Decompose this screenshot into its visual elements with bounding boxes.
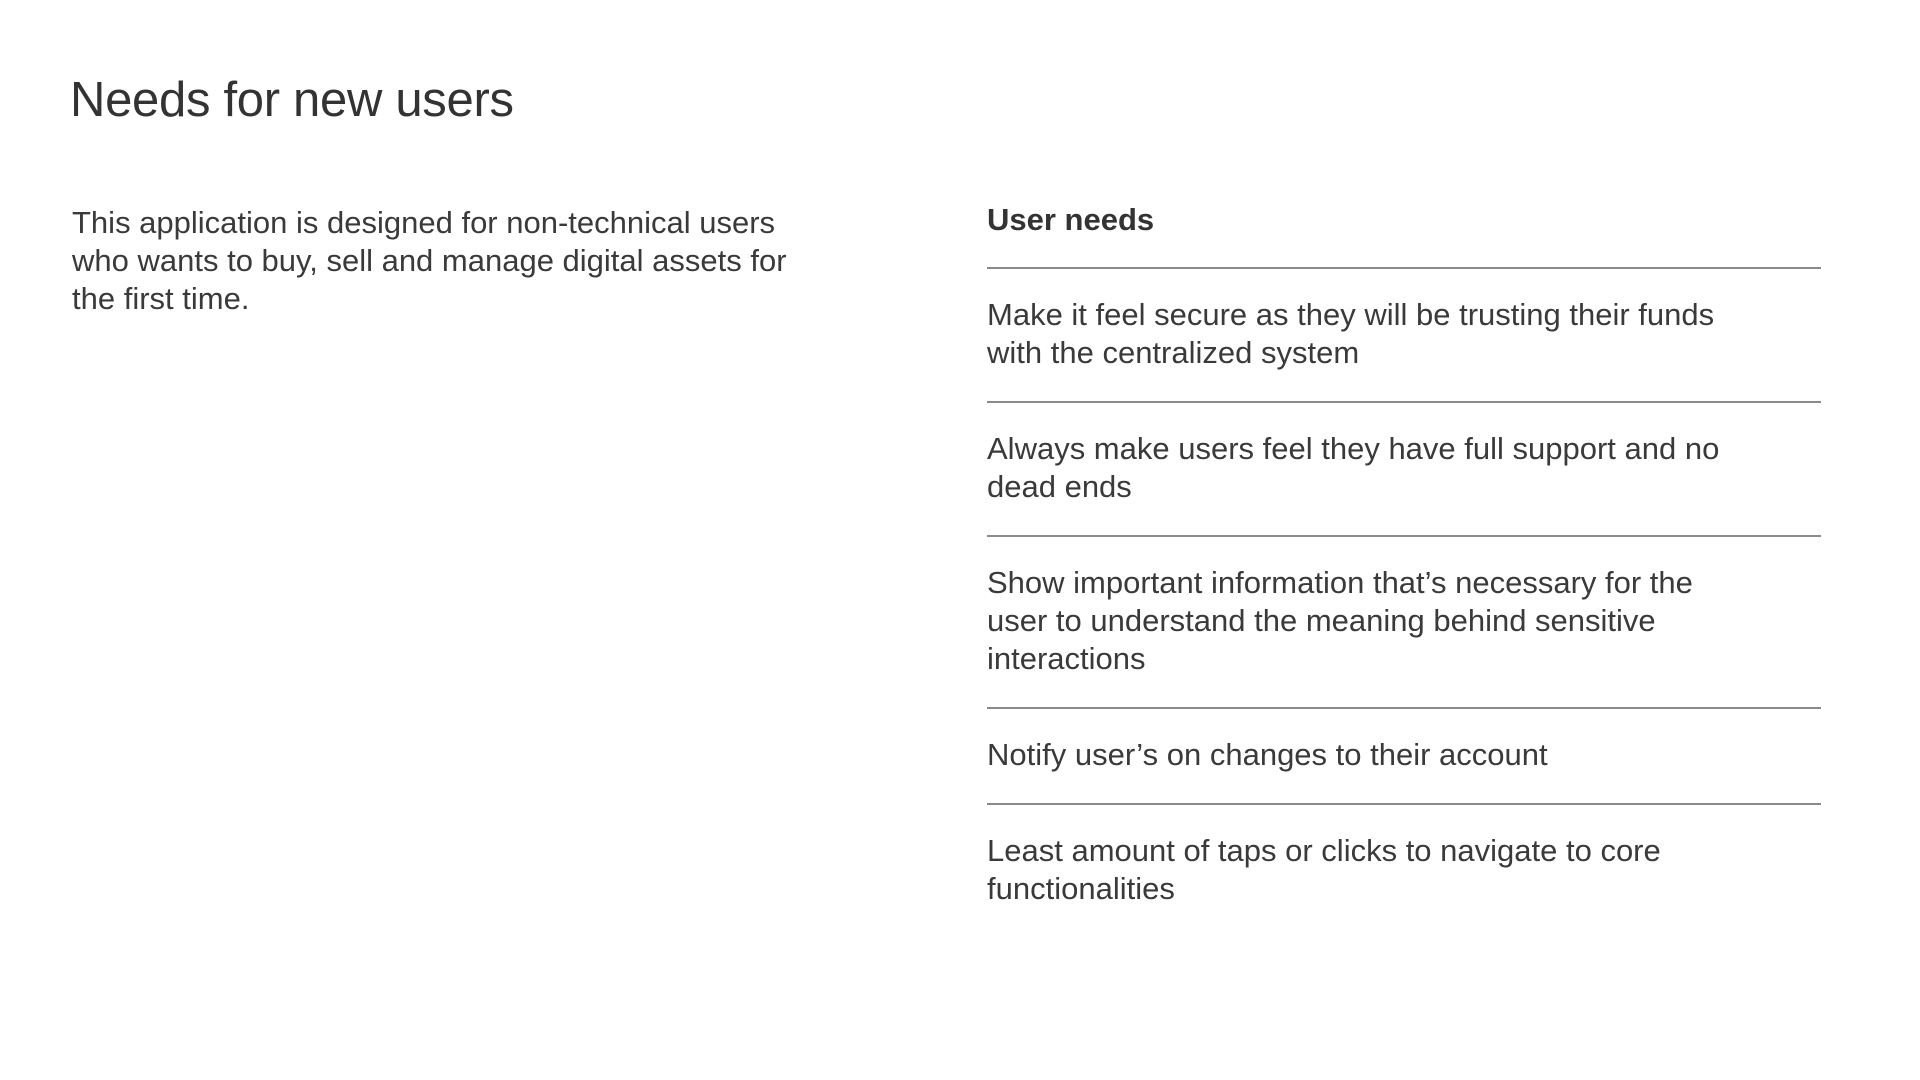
intro-paragraph: This application is designed for non-technical users who wants to buy, sell and manage digital assets for the first time. [72, 205, 787, 316]
list-item [987, 269, 1821, 403]
user-needs-heading: User needs [987, 200, 1821, 269]
need-text: Least amount of taps or clicks to navigate to core functionalities [987, 833, 1661, 906]
need-text: Make it feel secure as they will be trusting their funds with the centralized system [987, 297, 1715, 370]
list-item [987, 709, 1821, 805]
list-item [987, 537, 1821, 709]
need-text: Always make users feel they have full support and no dead ends [987, 431, 1720, 504]
page-title: Needs for new users [70, 73, 514, 127]
list-item [987, 403, 1821, 537]
list-item [987, 805, 1821, 937]
user-needs-list [987, 269, 1821, 937]
need-text: Show important information that’s necessary for the user to understand the meaning behind sensitive interactions [987, 565, 1693, 676]
user-needs-panel [987, 200, 1821, 937]
need-text: Notify user’s on changes to their account [987, 737, 1548, 772]
